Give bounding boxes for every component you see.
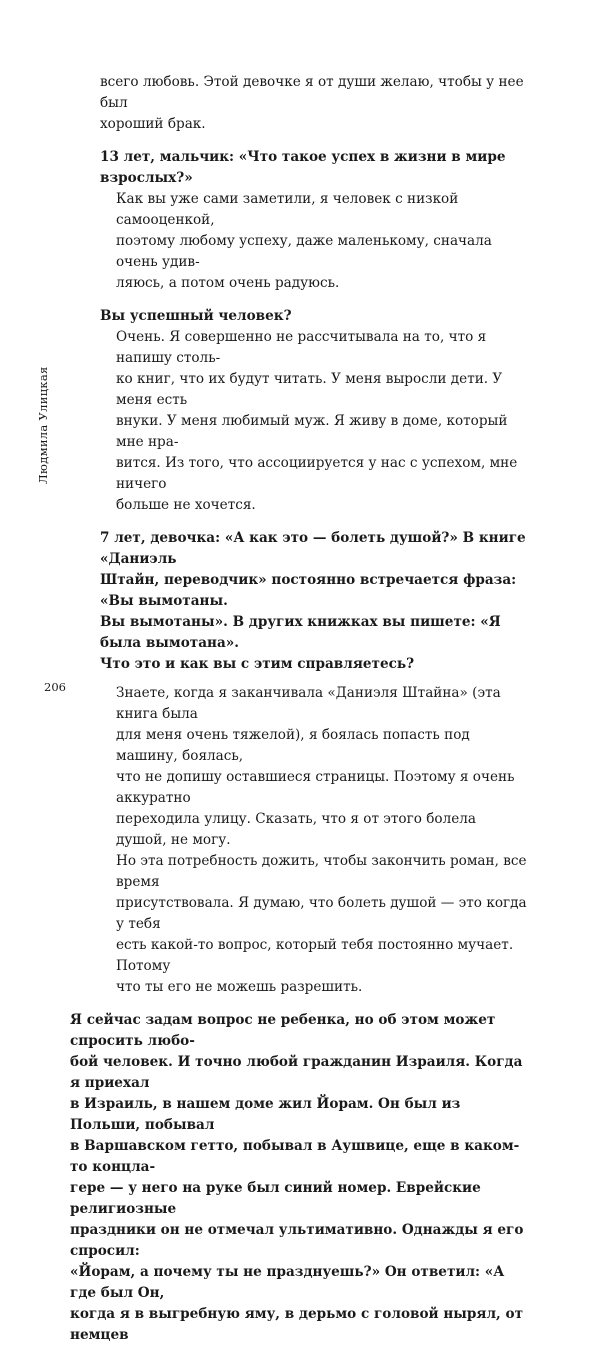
answer-successful-person: Очень. Я совершенно не рассчитывала на то, что я напишу столь- ко книг, что их будут читать. У меня выросли дети. У меня есть внуки. У меня любимый муж. Я живу в доме, который мне нра- вится. Из того, что ассоциируется у нас с успехом, мне ничего больше не хочется. bbox=[116, 329, 518, 513]
answer-success: Как вы уже сами заметили, я человек с низкой самооценкой, поэтому любому успеху, даже маленькому, сначала очень удив- ляюсь, а потом очень радуюсь. bbox=[116, 191, 492, 291]
page-number: 206 bbox=[44, 680, 66, 694]
question-soul-ache: 7 лет, девочка: «А как это — болеть душой?» В книге «Даниэль Штайн, переводчик» постоянно встречается фраза: «Вы вымотаны. Вы вымотаны». В других книжках вы пишете: «Я была вымотана». Что это и как вы с этим справляетесь? bbox=[100, 530, 526, 672]
page-body bbox=[70, 72, 528, 1346]
paragraph-continuation: всего любовь. Этой девочке я от души желаю, чтобы у нее был хороший брак. bbox=[100, 74, 524, 132]
running-head-author: Людмила Улицкая bbox=[36, 366, 50, 484]
question-successful-person: Вы успешный человек? bbox=[100, 308, 292, 324]
question-israel: Я сейчас задам вопрос не ребенка, но об этом может спросить любо- бой человек. И точно любой гражданин Израиля. Когда я приехал в Израиль, в нашем доме жил Йорам. Он был из Польши, побывал в Варшавском гетто, побывал в Аушвице, еще в каком-то концла- гере — у него на руке был синий номер. Еврейские религиозные праздники он не отмечал ультимативно. Однажды я его спросил: «Йорам, а почему ты не празднуешь?» Он ответил: «А где был Он, когда я в выгребную яму, в дерьмо с головой нырял, от немцев bbox=[70, 1012, 524, 1343]
question-success: 13 лет, мальчик: «Что такое успех в жизни в мире взрослых?» bbox=[100, 149, 506, 186]
answer-soul-ache: Знаете, когда я заканчивала «Даниэля Штайна» (эта книга была для меня очень тяжелой), я боялась попасть под машину, боялась, что не допишу оставшиеся страницы. Поэтому я очень аккуратно переходила улицу. Сказать, что я от этого болела душой, не могу. Но эта потребность дожить, чтобы закончить роман, все время присутствовала. Я думаю, что болеть душой — это когда у тебя есть какой-то вопрос, который тебя постоянно мучает. Потому что ты его не можешь разрешить. bbox=[116, 685, 527, 995]
